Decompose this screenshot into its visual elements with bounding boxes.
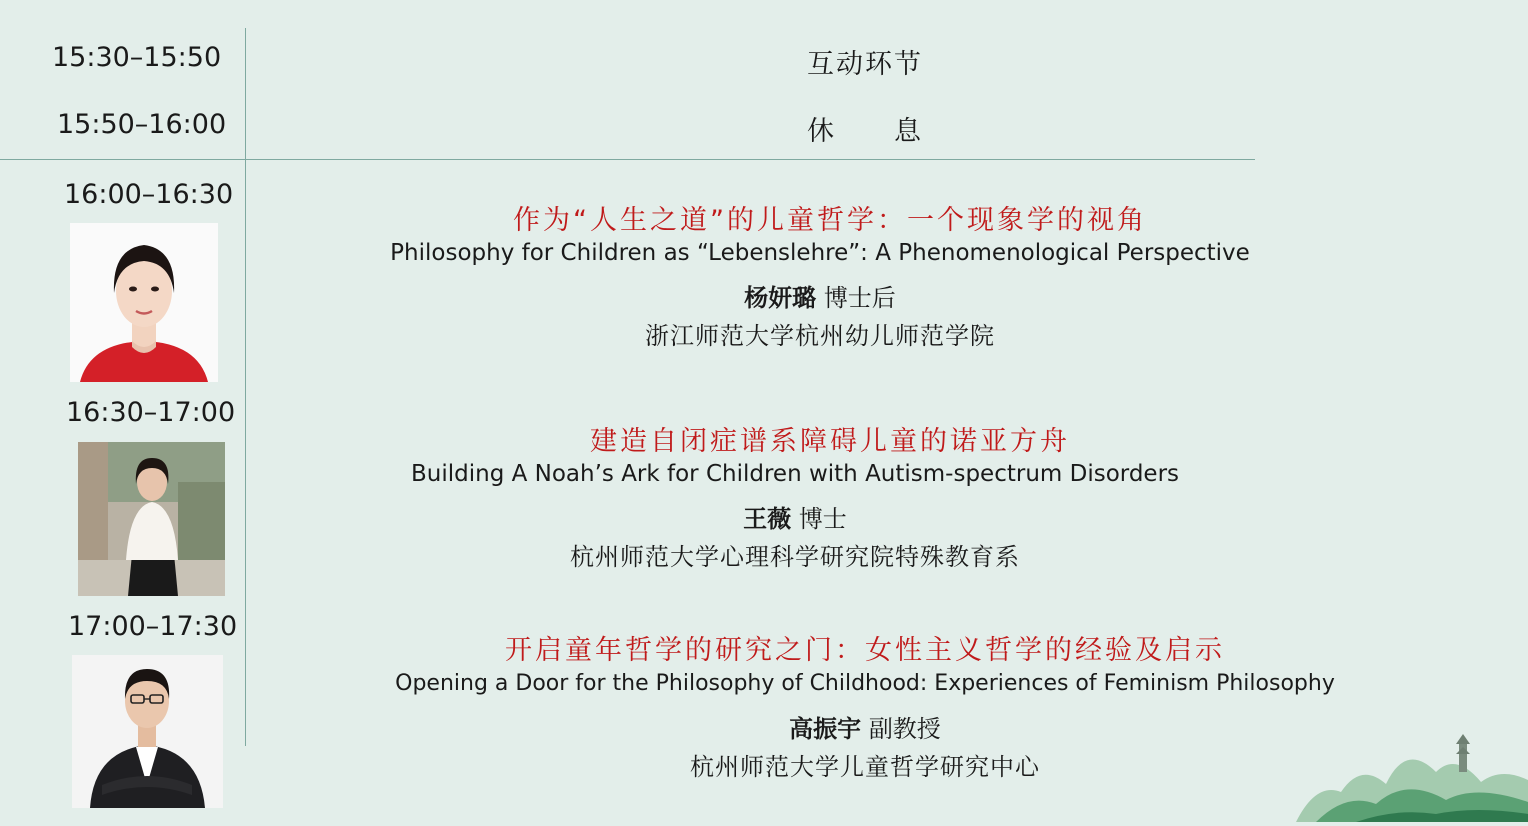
time-slot: 15:30–15:50	[52, 42, 222, 73]
speaker-photo	[72, 655, 223, 808]
time-slot: 15:50–16:00	[57, 109, 227, 140]
speaker-photo	[78, 442, 225, 596]
landscape-decoration	[1296, 722, 1528, 826]
session-label: 互动环节	[807, 49, 923, 80]
talk-title-zh: 建造自闭症谱系障碍儿童的诺亚方舟	[590, 426, 1070, 457]
time-slot: 17:00–17:30	[68, 611, 238, 642]
speaker-name: 高振宇	[789, 715, 862, 743]
session-label: 休 息	[807, 116, 923, 147]
speaker-photo	[70, 223, 218, 382]
horizontal-divider	[0, 159, 1255, 160]
time-slot: 16:00–16:30	[64, 179, 234, 210]
talk-title-en: Philosophy for Children as “Lebenslehre”: A Phenomenological Perspective	[390, 240, 1250, 266]
talk-title-en: Building A Noah’s Ark for Children with Autism-spectrum Disorders	[410, 461, 1180, 487]
speaker-line	[250, 278, 1390, 313]
speaker-affiliation: 浙江师范大学杭州幼儿师范学院	[645, 322, 995, 350]
speaker-name: 杨妍璐	[744, 284, 817, 312]
speaker-line	[250, 499, 1340, 534]
speaker-affiliation: 杭州师范大学儿童哲学研究中心	[690, 753, 1040, 781]
talk-title-zh: 作为“人生之道”的儿童哲学：一个现象学的视角	[513, 205, 1147, 236]
speaker-title: 博士	[798, 505, 847, 533]
time-slot: 16:30–17:00	[66, 397, 236, 428]
talk-title-en: Opening a Door for the Philosophy of Childhood: Experiences of Feminism Philosophy	[395, 671, 1335, 696]
speaker-title: 副教授	[868, 715, 941, 743]
talk-title-zh: 开启童年哲学的研究之门：女性主义哲学的经验及启示	[505, 635, 1225, 666]
speaker-name: 王薇	[743, 505, 792, 533]
vertical-divider	[245, 28, 246, 746]
speaker-affiliation: 杭州师范大学心理科学研究院特殊教育系	[570, 543, 1020, 571]
speaker-title: 博士后	[823, 284, 896, 312]
